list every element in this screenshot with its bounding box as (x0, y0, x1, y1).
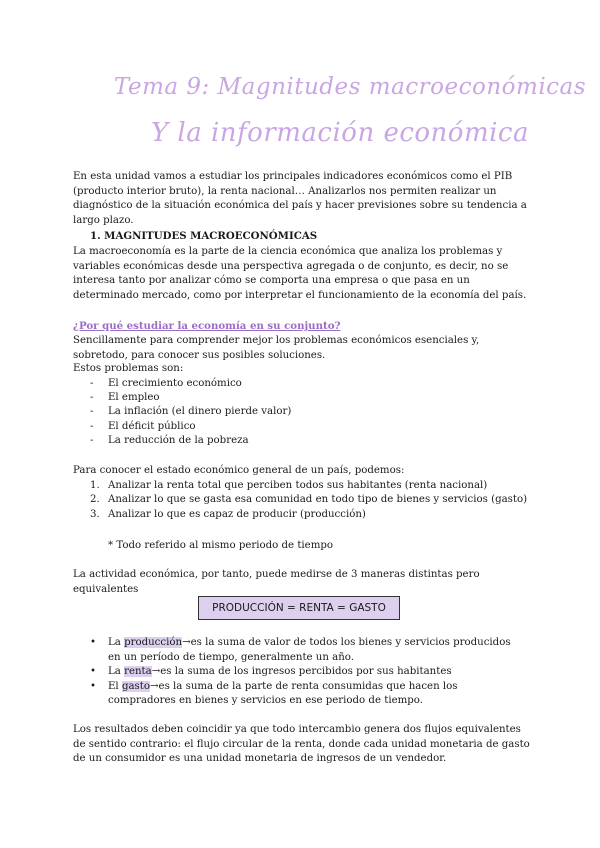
state-note: * Todo referido al mismo periodo de tiempo (108, 540, 334, 551)
problems-intro: Estos problemas son: (73, 363, 184, 374)
list-number: 2. (90, 494, 100, 506)
question-title: ¿Por qué estudiar la economía en su conjunto? (73, 320, 341, 332)
section-heading: 1. MAGNITUDES MACROECONÓMICAS (90, 230, 318, 242)
list-text: Analizar lo que es capaz de producir (producción) (108, 508, 366, 520)
bullet-prefix: La (108, 666, 125, 678)
list-item (90, 636, 526, 665)
bullet-text: →es la suma de valor de todos los bienes y servicios producidos en un período de tiempo, generalmente un año. (108, 637, 511, 663)
list-item: - El crecimiento económico (90, 377, 291, 391)
state-intro: Para conocer el estado económico general de un país, podemos: (73, 465, 405, 476)
state-list (90, 479, 527, 522)
bullet-prefix: La (108, 637, 125, 648)
intro-paragraph: En esta unidad vamos a estudiar los principales indicadores económicos como el PIB (producto interior bruto), la renta nacional… Analizarlos nos permiten realizar un diagnóstico de la situación económica del país y hacer previsiones sobre su tendencia a largo plazo. (73, 171, 527, 226)
activity-bullets (90, 636, 526, 709)
list-item (90, 665, 526, 680)
list-item (90, 479, 527, 493)
conclusion-paragraph: Los resultados deben coincidir ya que todo intercambio genera dos flujos equivalentes de sentido contrario: el flujo circular de la renta, donde cada unidad monetaria de gasto de un consumidor es una unidad monetaria de ingresos de un vendedor. (73, 724, 530, 765)
list-item (90, 493, 527, 507)
bullet-prefix: El (108, 680, 122, 692)
problems-list (90, 377, 291, 448)
equation-box: PRODUCCIÓN = RENTA = GASTO (198, 596, 400, 620)
bullet-text: →es la suma de los ingresos percibidos por sus habitantes (151, 666, 452, 678)
bullet-text: →es la suma de la parte de renta consumidas que hacen los compradores en bienes y servicios en ese periodo de tiempo. (108, 680, 458, 707)
highlighted-term: producción (124, 637, 183, 648)
activity-intro: La actividad económica, por tanto, puede medirse de 3 maneras distintas pero equivalentes (73, 569, 480, 595)
list-text: Analizar lo que se gasta esa comunidad en todo tipo de bienes y servicios (gasto) (108, 494, 528, 506)
list-number: 1. (90, 480, 100, 491)
question-answer: Sencillamente para comprender mejor los problemas económicos esenciales y, sobretodo, para conocer sus posibles soluciones. (73, 335, 480, 361)
list-item: - El déficit público (90, 420, 291, 434)
highlighted-term: renta (124, 666, 152, 678)
section-paragraph: La macroeconomía es la parte de la ciencia económica que analiza los problemas y variables económicas desde una perspectiva agregada o de conjunto, es decir, no se interesa tanto por analizar cómo se comporta una empresa o que pasa en un determinado mercado, como por interpretar el funcionamiento de la economía del país. (73, 246, 527, 301)
page-title-line2: Y la información económica (150, 118, 529, 148)
list-item (90, 680, 526, 709)
list-item: - El empleo (90, 391, 291, 405)
list-item (90, 508, 527, 522)
page-title-line1: Tema 9: Magnitudes macroeconómicas (113, 74, 587, 100)
list-number: 3. (90, 508, 100, 520)
list-item: - La reducción de la pobreza (90, 434, 291, 448)
list-text: Analizar la renta total que perciben todos sus habitantes (renta nacional) (108, 480, 488, 491)
highlighted-term: gasto (121, 680, 150, 692)
list-item: - La inflación (el dinero pierde valor) (90, 405, 291, 419)
